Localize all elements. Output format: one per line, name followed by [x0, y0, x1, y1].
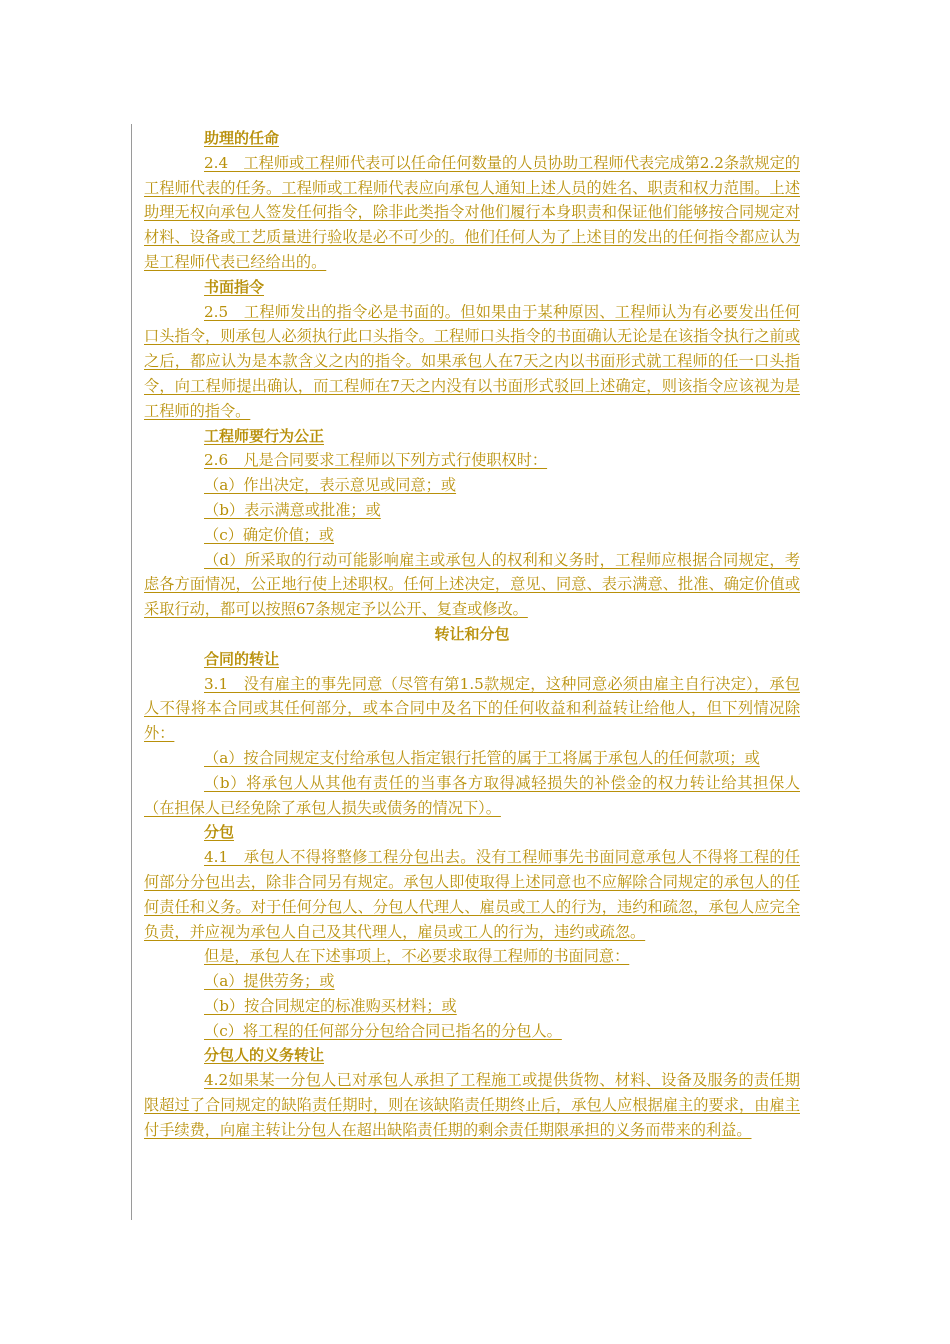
list-item-2-6-c: （c）确定价值；或: [204, 525, 335, 544]
heading-subcontractor-obligations: 分包人的义务转让: [204, 1046, 325, 1065]
section-title-assignment-subcontract: 转让和分包: [434, 624, 510, 643]
paragraph-2-4: 2.4 工程师或工程师代表可以任命任何数量的人员协助工程师代表完成第2.2条款规定的工程师代表的任务。工程师或工程师代表应向承包人通知上述人员的姓名、职责和权力范围。上述助理无权向承包人签发任何指令，除非此类指令对他们履行本身职责和保证他们能够按合同规定对材料、设备或工艺质量进行验收是必不可少的。他们任何人为了上述目的发出的任何指令都应认为是工程师代表已经给出的。: [144, 153, 800, 271]
list-item-2-6-a: （a）作出决定，表示意见或同意；或: [204, 476, 457, 495]
list-item-4-1-c: （c）将工程的任何部分分包给合同已指名的分包人。: [204, 1021, 562, 1040]
list-item-3-1-b: （b）将承包人从其他有责任的当事各方取得减轻损失的补偿金的权力转让给其担保人（在担保人已经免除了承包人损失或债务的情况下）。: [144, 773, 800, 817]
paragraph-2-5: 2.5 工程师发出的指令必是书面的。但如果由于某种原因、工程师认为有必要发出任何口头指令，则承包人必须执行此口头指令。工程师口头指令的书面确认无论是在该指令执行之前或之后，都应认为是本款含义之内的指令。如果承包人在7天之内以书面形式就工程师的任一口头指令，向工程师提出确认，而工程师在7天之内没有以书面形式驳回上述确定，则该指令应该视为是工程师的指令。: [144, 302, 800, 420]
heading-engineer-impartial: 工程师要行为公正: [204, 426, 325, 445]
heading-subcontracting: 分包: [204, 823, 235, 842]
paragraph-2-6: 2.6 凡是合同要求工程师以下列方式行使职权时：: [204, 451, 548, 470]
paragraph-4-1-exception: 但是，承包人在下述事项上，不必要求取得工程师的书面同意：: [204, 947, 630, 966]
paragraph-4-1: 4.1 承包人不得将整修工程分包出去。没有工程师事先书面同意承包人不得将工程的任何部分分包出去，除非合同另有规定。承包人即使取得上述同意也不应解除合同规定的承包人的任何责任和义务。对于任何分包人、分包人代理人、雇员或工人的行为，违约和疏忽，承包人应完全负责，并应视为承包人自己及其代理人，雇员或工人的行为，违约或疏忽。: [144, 848, 800, 941]
list-item-4-1-b: （b）按合同规定的标准购买材料；或: [204, 996, 457, 1015]
list-item-4-1-a: （a）提供劳务；或: [204, 972, 335, 991]
paragraph-4-2: 4.2如果某一分包人已对承包人承担了工程施工或提供货物、材料、设备及服务的责任期限超过了合同规定的缺陷责任期时，则在该缺陷责任期终止后，承包人应根据雇主的要求，由雇主付手续费，向雇主转让分包人在超出缺陷责任期的剩余责任期限承担的义务而带来的利益。: [144, 1071, 800, 1139]
list-item-2-6-b: （b）表示满意或批准；或: [204, 500, 381, 519]
document-body: [144, 126, 800, 1143]
heading-assistant-appointment: 助理的任命: [204, 129, 280, 147]
heading-contract-assignment: 合同的转让: [204, 649, 280, 668]
left-margin-line: [131, 124, 132, 1220]
list-item-2-6-d: （d）所采取的行动可能影响雇主或承包人的权利和义务时，工程师应根据合同规定，考虑各方面情况，公正地行使上述职权。任何上述决定，意见、同意、表示满意、批准、确定价值或采取行动，都可以按照67条规定予以公开、复查或修改。: [144, 550, 800, 619]
list-item-3-1-a: （a）按合同规定支付给承包人指定银行托管的属于工将属于承包人的任何款项；或: [204, 748, 760, 767]
paragraph-3-1: 3.1 没有雇主的事先同意（尽管有第1.5款规定，这种同意必须由雇主自行决定），承包人不得将本合同或其任何部分，或本合同中及名下的任何收益和利益转让给他人，但下列情况除外：: [144, 674, 800, 743]
heading-written-instructions: 书面指令: [204, 277, 265, 296]
